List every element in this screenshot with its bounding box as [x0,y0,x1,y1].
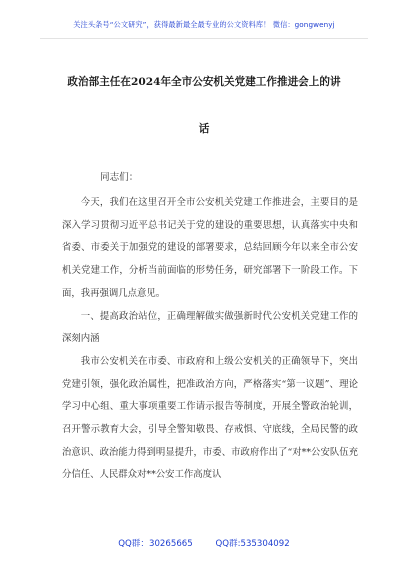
salutation: 同志们： [100,172,139,183]
document-title-line-2: 话 [198,123,210,135]
header-banner: 关注头条号“公文研究”，获得最新最全最专业的公文资料库！ 微信：gongwenyj [73,20,335,29]
footer [0,537,408,549]
footer-qq-group-2: QQ群:535304092 [215,539,290,549]
paragraph-intro: 今天，我们在这里召开全市公安机关党建工作推进会，主要目的是深入学习贯彻习近平总书记关于党的建设的重要思想，认真落实中央和省委、市委关于加强党的建设的部署要求，总结回顾今年以来全市公安机关党建工作，分析当前面临的形势任务，研究部署下一阶段工作。下面，我再强调几点意见。 [62,197,358,299]
section-heading-1: 一、提高政治站位，正确理解做实做强新时代公安机关党建工作的深刻内涵 [62,310,358,345]
footer-qq-group-1: QQ群：30265665 [118,539,193,549]
paragraph-section-1: 我市公安机关在市委、市政府和上级公安机关的正确领导下，突出党建引领，强化政治属性，把准政治方向，严格落实“第一议题”、理论学习中心组、重大事项重要工作请示报告等制度，开展全警政治轮训，召开警示教育大会，引导全警知敬畏、存戒惧、守底线，全局民警的政治意识、政治能力得到明显提升，市委、市政府作出了“对**公安队伍充分信任、人民群众对**公安工作高度认 [62,355,358,481]
document-body [62,192,358,487]
header-divider [40,38,368,39]
document-title-line-1: 政治部主任在2024年全市公安机关党建工作推进会上的讲 [67,76,341,88]
